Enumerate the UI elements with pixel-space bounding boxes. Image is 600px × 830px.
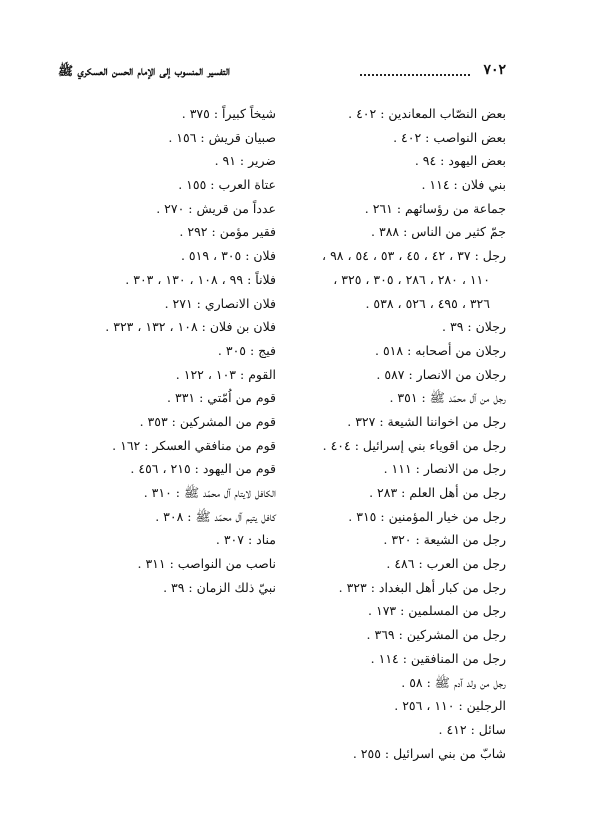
index-entry: جمّ كثير من الناس : ٣٨٨ . [371, 224, 506, 240]
index-entry: جماعة من رؤسائهم : ٢٦١ . [364, 200, 506, 216]
index-entry: عتاة العرب : ١٥٥ . [178, 177, 276, 193]
index-entry: فقير مؤمن : ٢٩٢ . [179, 224, 276, 240]
index-entry: رجل من أهل العلم : ٢٨٣ . [369, 485, 506, 500]
index-entry: رجل من اخواننا الشيعة : ٣٢٧ . [347, 413, 506, 429]
index-entry: فلان : ٣٠٥ ، ٥١٩ . [180, 248, 276, 264]
index-entry: رجل من خيار المؤمنين : ٣١٥ . [348, 508, 506, 524]
index-entry: قوم من المشركين : ٣٥٣ . [139, 413, 276, 429]
index-entry: عدداً من قريش : ٢٧٠ . [156, 200, 276, 216]
index-entry: رجل من ولد آدم ﷺ : ٥٨ . [401, 674, 506, 690]
index-entry: بعض النصّاب المعاندين : ٤٠٢ . [348, 106, 506, 121]
index-entry: بعض النواصب : ٤٠٢ . [393, 129, 506, 145]
index-entry: قوم من منافقي العسكر : ١٦٢ . [112, 437, 276, 453]
index-entry: رجل من اقوياء بني إسرائيل : ٤٠٤ . [322, 437, 506, 453]
index-entry: قوم من اُمّتي : ٣٣١ . [167, 390, 276, 406]
header-dotted-rule [360, 64, 470, 76]
index-entry: نبيّ ذلك الزمان : ٣٩ . [163, 579, 276, 595]
index-entry: فلاناً : ٩٩ ، ١٠٨ ، ١٣٠ ، ٣٠٣ . [125, 271, 276, 287]
index-entry: صبيان قريش : ١٥٦ . [168, 129, 276, 145]
index-entry: الكافل لايتام آل محمّد ﷺ : ٣١٠ . [143, 485, 276, 500]
page-number: ٧٠٢ [483, 62, 506, 78]
index-entry-continuation: ١١٠ ، ٢٨٠ ، ٢٨٦ ، ٣٠٥ ، ٣٢٥ ، [333, 271, 490, 287]
index-entry: رجلان من أصحابه : ٥١٨ . [375, 342, 506, 358]
index-entry: مناد : ٣٠٧ . [215, 532, 276, 548]
index-entry: بني فلان : ١١٤ . [421, 177, 506, 193]
index-column-right [286, 102, 506, 765]
index-entry: ناصب من النواصب : ٣١١ . [137, 556, 276, 572]
index-entry: رجل من المسلمين : ١٧٣ . [368, 603, 506, 619]
index-entry: رجل من العرب : ٤٨٦ . [386, 556, 506, 572]
index-entry: سائل : ٤١٢ . [438, 721, 506, 737]
index-entry: رجلان : ٣٩ . [442, 319, 506, 335]
running-title: التفسير المنسوب إلى الإمام الحسن العسكري ﷺ [58, 63, 230, 78]
index-entry: ضرير : ٩١ . [214, 153, 276, 169]
page-header [58, 62, 506, 84]
index-column-left [66, 102, 276, 599]
index-entry: القوم : ١٠٣ ، ١٢٢ . [175, 366, 276, 382]
index-entry: رجل من المشركين : ٣٦٩ . [366, 627, 506, 643]
index-entry: رجلان من الانصار : ٥٨٧ . [376, 366, 506, 382]
index-entry: بعض اليهود : ٩٤ . [414, 153, 506, 169]
index-entry: الرجلين : ١١٠ ، ٢٥٦ . [394, 698, 506, 714]
index-entry: شيخاً كبيراً : ٣٧٥ . [181, 106, 276, 121]
index-entry: فلان بن فلان : ١٠٨ ، ١٣٢ ، ٣٢٣ . [105, 319, 276, 335]
index-entry: رجل من الشيعة : ٣٢٠ . [383, 532, 506, 548]
index-entry: رجل من آل محمّد ﷺ : ٣٥١ . [389, 390, 506, 406]
index-entry: فلان الانصاري : ٢٧١ . [164, 295, 276, 311]
index-entry: شابّ من بني اسرائيل : ٢٥٥ . [352, 745, 506, 761]
index-entry: رجل : ٣٧ ، ٤٢ ، ٤٥ ، ٥٣ ، ٥٤ ، ٩٨ ، [322, 248, 506, 264]
index-entry: رجل من كبار أهل البغداد : ٣٢٣ . [338, 579, 506, 595]
index-entry: كافل يتيم آل محمّد ﷺ : ٣٠٨ . [155, 508, 276, 524]
index-entry: رجل من الانصار : ١١١ . [383, 461, 506, 477]
index-entry: فيج : ٣٠٥ . [217, 342, 276, 358]
index-entry: قوم من اليهود : ٢١٥ ، ٤٥٦ . [130, 461, 276, 477]
index-entry-continuation: ٣٢٦ ، ٤٩٥ ، ٥٢٦ ، ٥٣٨ . [365, 295, 490, 311]
index-entry: رجل من المنافقين : ١١٤ . [370, 650, 506, 666]
